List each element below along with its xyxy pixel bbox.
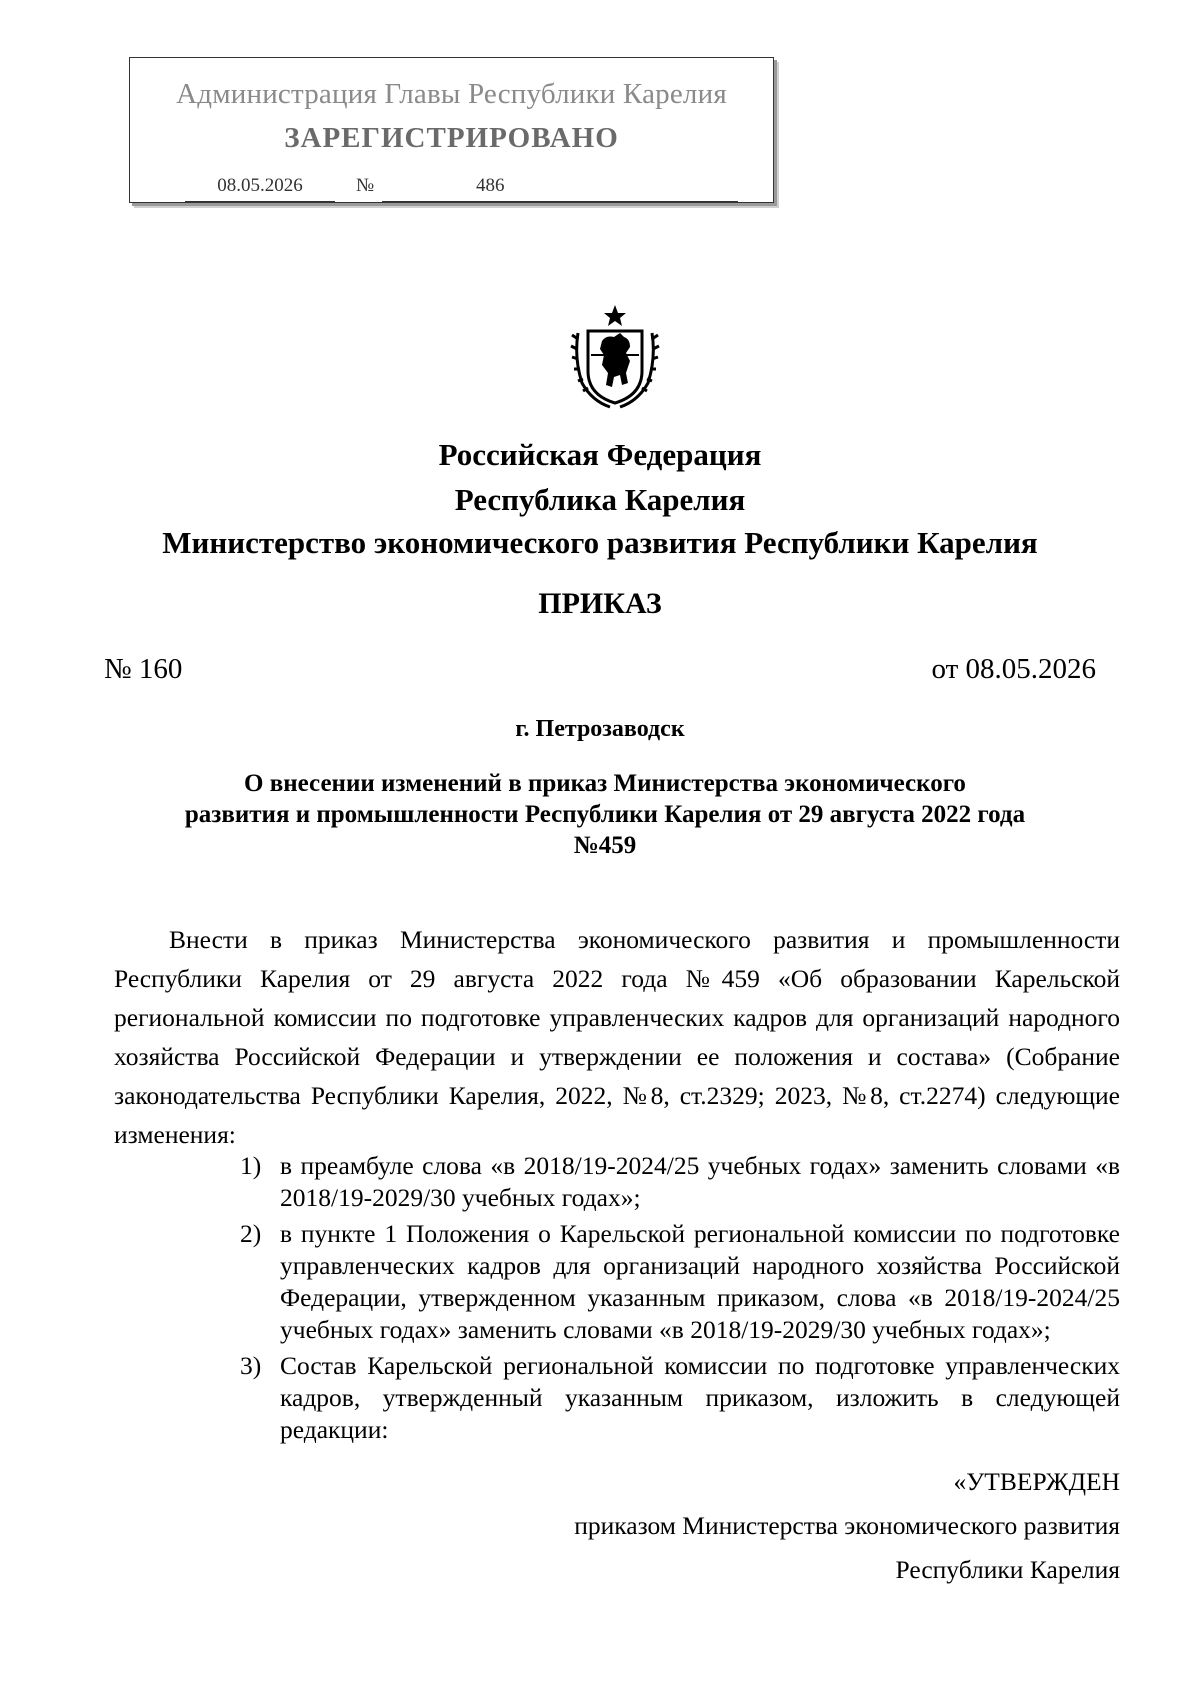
subject-line: №459 <box>573 832 637 859</box>
list-marker: 3) <box>240 1351 262 1380</box>
list-item <box>240 1218 1120 1346</box>
list-marker: 1) <box>240 1151 262 1180</box>
stamp-authority: Администрация Главы Республики Карелия <box>176 78 727 110</box>
stamp-date: 08.05.2026 <box>185 175 335 202</box>
list-item <box>240 1350 1120 1446</box>
stamp-registered: ЗАРЕГИСТРИРОВАНО <box>284 122 619 154</box>
list-item-text: в преамбуле слова «в 2018/19-2024/25 учебных годах» заменить словами «в 2018/19-2029/30 учебных годах»; <box>280 1151 1120 1212</box>
stamp-number-label: № <box>356 175 375 196</box>
header-republic: Республика Карелия <box>454 482 746 517</box>
document-type: ПРИКАЗ <box>538 587 662 620</box>
header-country: Российская Федерация <box>438 437 762 472</box>
order-body <box>114 920 1120 1154</box>
amendments-list <box>240 1150 1120 1450</box>
body-paragraph: Внести в приказ Министерства экономического развития и промышленности Республики Карелия от 29 августа 2022 года №459 «Об образовании Карельской региональной комиссии по подготовке управленческих кадров для организаций народного хозяйства Российской Федерации и утверждении ее положения и состава» (Собрание законодательства Республики Карелия, 2022, №8, ст.2329; 2023, №8, ст.2274) следующие изменения: <box>114 925 1120 1149</box>
order-subject <box>130 768 1080 861</box>
list-item <box>240 1150 1120 1214</box>
order-date: от 08.05.2026 <box>931 653 1096 685</box>
stamp-number: 486 <box>382 175 738 202</box>
subject-line: развития и промышленности Республики Карелия от 29 августа 2022 года <box>184 801 1026 828</box>
subject-line: О внесении изменений в приказ Министерства экономического <box>244 770 966 797</box>
list-marker: 2) <box>240 1219 262 1248</box>
order-city: г. Петрозаводск <box>515 716 685 742</box>
list-item-text: в пункте 1 Положения о Карельской региональной комиссии по подготовке управленческих кадров для организаций народного хозяйства Российской Федерации, утвержденном указанным приказом, слова «в 2018/19-2024/25 учебных годах» заменить словами «в 2018/19-2029/30 учебных годах»; <box>280 1219 1120 1344</box>
list-item-text: Состав Карельской региональной комиссии по подготовке управленческих кадров, утвержденный указанным приказом, изложить в следующей редакции: <box>280 1351 1120 1444</box>
coat-of-arms-icon <box>568 303 662 413</box>
approved-heading: «УТВЕРЖДЕН <box>953 1467 1120 1496</box>
order-number: № 160 <box>104 653 183 685</box>
header-ministry: Министерство экономического развития Республики Карелия <box>162 525 1038 560</box>
registration-stamp <box>129 57 774 203</box>
approved-region-line: Республики Карелия <box>895 1555 1120 1584</box>
approved-by-line: приказом Министерства экономического развития <box>574 1511 1120 1540</box>
